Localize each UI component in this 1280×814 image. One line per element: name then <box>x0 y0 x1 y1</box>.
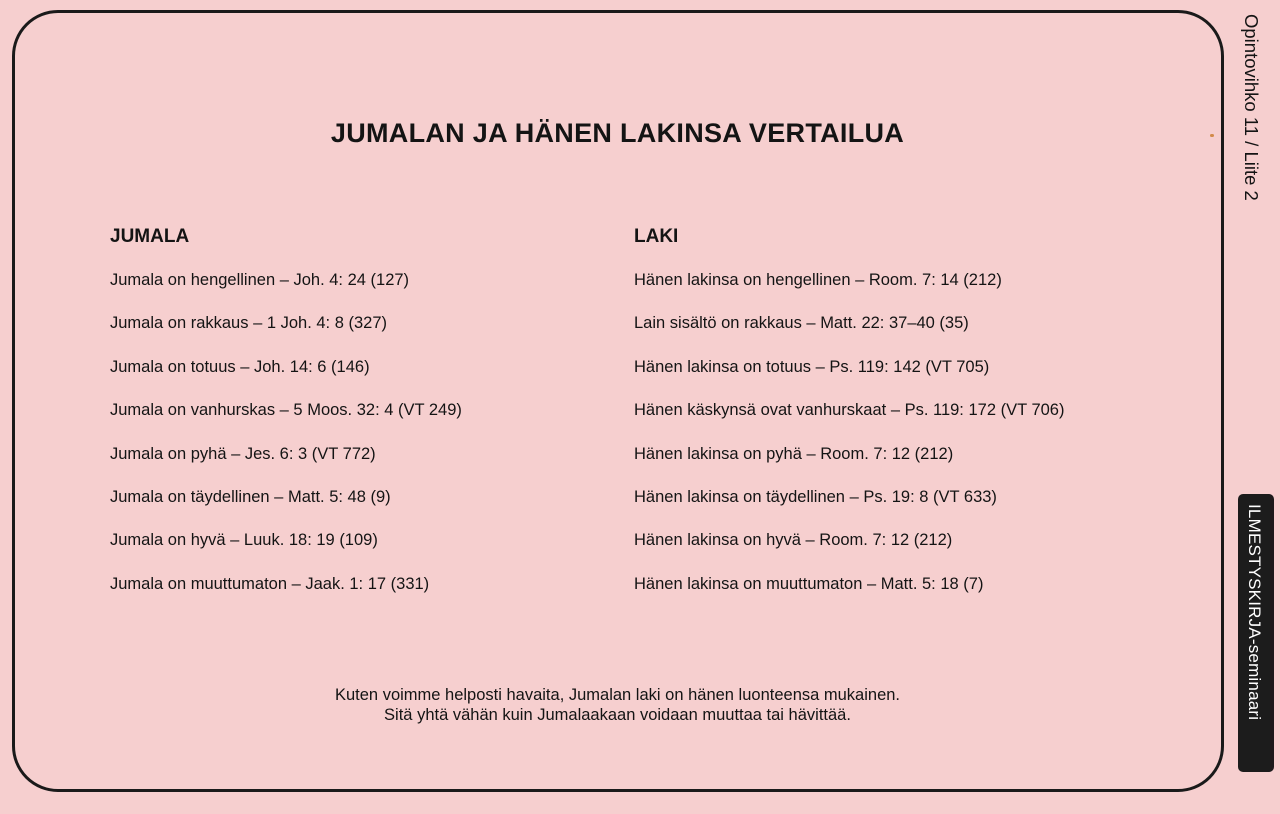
list-item: Jumala on täydellinen – Matt. 5: 48 (9) <box>110 487 391 506</box>
seminar-tab <box>1238 494 1274 772</box>
list-item: Hänen lakinsa on totuus – Ps. 119: 142 (VT 705) <box>634 357 990 376</box>
page-title: JUMALAN JA HÄNEN LAKINSA VERTAILUA <box>330 118 905 148</box>
laki-list <box>634 270 1064 617</box>
conclusion-text <box>0 685 1235 725</box>
list-item: Lain sisältö on rakkaus – Matt. 22: 37–40 (35) <box>634 314 969 333</box>
list-item: Jumala on vanhurskas – 5 Moos. 32: 4 (VT 249) <box>110 401 462 420</box>
seminar-tab-label: ILMESTYSKIRJA-seminaari <box>1245 504 1264 721</box>
list-item: Hänen lakinsa on pyhä – Room. 7: 12 (212) <box>634 444 954 463</box>
list-item: Hänen lakinsa on muuttumaton – Matt. 5: 18 (7) <box>634 574 984 593</box>
list-item: Hänen lakinsa on täydellinen – Ps. 19: 8 (VT 633) <box>634 487 997 506</box>
list-item: Jumala on muuttumaton – Jaak. 1: 17 (331) <box>110 574 430 593</box>
list-item: Hänen lakinsa on hyvä – Room. 7: 12 (212) <box>634 531 953 550</box>
list-item: Jumala on pyhä – Jes. 6: 3 (VT 772) <box>110 444 376 463</box>
conclusion-line-1: Kuten voimme helposti havaita, Jumalan laki on hänen luonteensa mukainen. <box>334 686 901 704</box>
side-label: Opintovihko 11 / Liite 2 <box>1241 14 1262 201</box>
list-item: Jumala on rakkaus – 1 Joh. 4: 8 (327) <box>110 314 387 333</box>
list-item: Jumala on totuus – Joh. 14: 6 (146) <box>110 357 370 376</box>
paper-speck <box>1210 134 1214 137</box>
list-item: Hänen lakinsa on hengellinen – Room. 7: 14 (212) <box>634 271 1002 289</box>
list-item: Jumala on hengellinen – Joh. 4: 24 (127) <box>110 271 410 289</box>
conclusion-line-2: Sitä yhtä vähän kuin Jumalaakaan voidaan muuttaa tai hävittää. <box>384 706 851 724</box>
jumala-heading: JUMALA <box>110 226 190 247</box>
laki-column <box>634 226 1064 617</box>
list-item: Jumala on hyvä – Luuk. 18: 19 (109) <box>110 531 378 550</box>
laki-heading: LAKI <box>634 226 679 247</box>
jumala-column <box>110 226 462 617</box>
list-item: Hänen käskynsä ovat vanhurskaat – Ps. 119: 172 (VT 706) <box>634 401 1065 420</box>
jumala-list <box>110 270 462 617</box>
